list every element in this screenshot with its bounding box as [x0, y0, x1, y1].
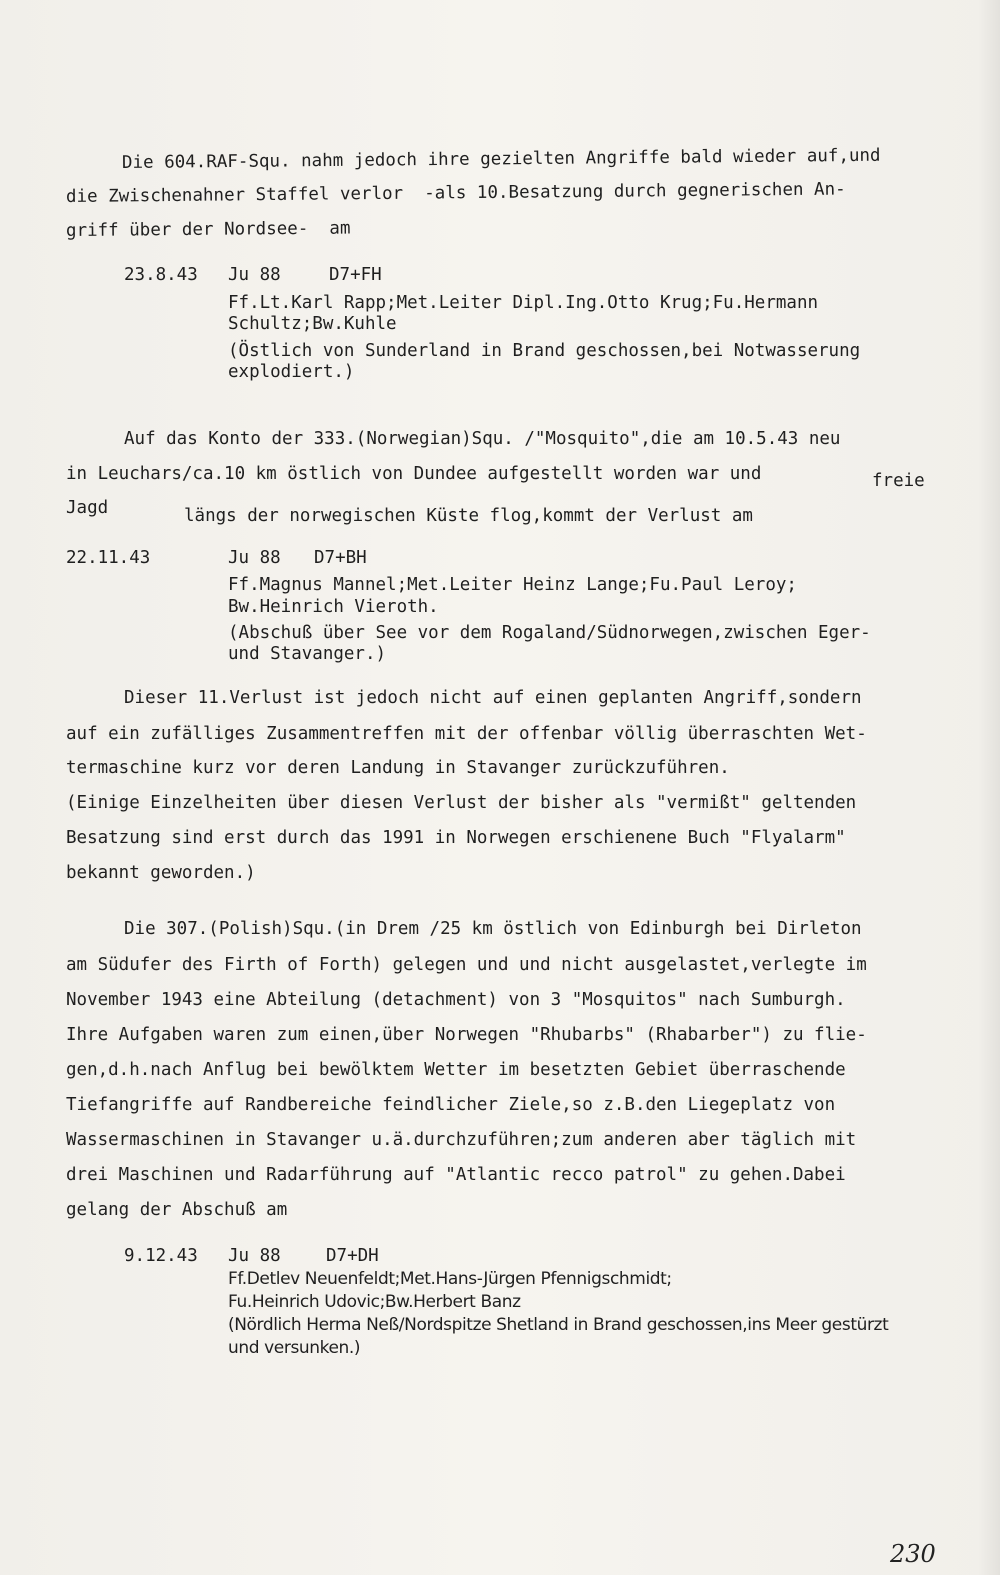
para4-line-5: gen,d.h.nach Anflug bei bewölktem Wetter im besetzten Gebiet überraschende: [66, 1060, 846, 1080]
para4-line-8: drei Maschinen und Radarführung auf "Atlantic recco patrol" zu gehen.Dabei: [66, 1165, 846, 1185]
para4-line-4: Ihre Aufgaben waren zum einen,über Norwegen "Rhubarbs" (Rhabarber") zu flie-: [66, 1025, 867, 1045]
para1-line-1: Die 604.RAF-Squ. nahm jedoch ihre gezielten Angriffe bald wieder auf,und: [121, 145, 881, 173]
entry3-aircraft: Ju 88: [228, 1246, 281, 1266]
entry3-code: D7+DH: [326, 1246, 379, 1266]
para3-line-5: Besatzung sind erst durch das 1991 in Norwegen erschienene Buch "Flyalarm": [66, 828, 846, 848]
entry2-crew-line-2: Bw.Heinrich Vieroth.: [228, 597, 439, 617]
para1-line-2: die Zwischenahner Staffel verlor -als 10.Besatzung durch gegnerischen An-: [65, 179, 846, 207]
para4-line-6: Tiefangriffe auf Randbereiche feindlicher Ziele,so z.B.den Liegeplatz von: [66, 1095, 836, 1115]
para1-line-3: griff über der Nordsee- am: [65, 218, 351, 241]
para3-line-2: auf ein zufälliges Zusammentreffen mit der offenbar völlig überraschten Wet-: [66, 724, 867, 744]
para2-line-1: Auf das Konto der 333.(Norwegian)Squ. /"Mosquito",die am 10.5.43 neu: [124, 429, 841, 449]
entry3-note-line-1: (Nördlich Herma Neß/Nordspitze Shetland in Brand geschossen,ins Meer gestürzt: [228, 1315, 889, 1335]
entry3-crew-line-1: Ff.Detlev Neuenfeldt;Met.Hans-Jürgen Pfennigschmidt;: [228, 1269, 672, 1289]
para4-line-9: gelang der Abschuß am: [66, 1200, 288, 1220]
entry2-crew-line-1: Ff.Magnus Mannel;Met.Leiter Heinz Lange;Fu.Paul Leroy;: [228, 575, 797, 595]
entry1-crew-line-1: Ff.Lt.Karl Rapp;Met.Leiter Dipl.Ing.Otto Krug;Fu.Hermann: [228, 293, 819, 313]
entry1-aircraft: Ju 88: [228, 265, 281, 285]
entry1-date: 23.8.43: [124, 265, 198, 285]
page-edge-shadow: [978, 0, 1000, 1575]
entry2-note-line-2: und Stavanger.): [228, 644, 387, 664]
entry1-crew-line-2: Schultz;Bw.Kuhle: [228, 314, 397, 334]
para3-line-6: bekannt geworden.): [66, 863, 256, 883]
entry2-note-line-1: (Abschuß über See vor dem Rogaland/Südnorwegen,zwischen Eger-: [228, 623, 871, 643]
page-number: 230: [890, 1540, 936, 1568]
entry1-note-line-1: (Östlich von Sunderland in Brand geschossen,bei Notwasserung: [228, 341, 861, 361]
para2-line-2: in Leuchars/ca.10 km östlich von Dundee aufgestellt worden war und: [66, 464, 762, 484]
entry3-date: 9.12.43: [124, 1246, 198, 1266]
para4-line-3: November 1943 eine Abteilung (detachment) von 3 "Mosquitos" nach Sumburgh.: [66, 990, 846, 1010]
entry2-date: 22.11.43: [66, 548, 151, 568]
para3-line-3: termaschine kurz vor deren Landung in Stavanger zurückzuführen.: [66, 758, 730, 778]
para2-line-3: längs der norwegischen Küste flog,kommt der Verlust am: [184, 506, 753, 526]
para3-line-4: (Einige Einzelheiten über diesen Verlust der bisher als "vermißt" geltenden: [66, 793, 857, 813]
para4-line-1: Die 307.(Polish)Squ.(in Drem /25 km östlich von Edinburgh bei Dirleton: [124, 919, 862, 939]
entry1-code: D7+FH: [329, 265, 382, 285]
para2-line-2-end: freie: [872, 471, 925, 491]
para4-line-2: am Südufer des Firth of Forth) gelegen und und nicht ausgelastet,verlegte im: [66, 955, 867, 975]
entry1-note-line-2: explodiert.): [228, 362, 355, 382]
para3-line-1: Dieser 11.Verlust ist jedoch nicht auf einen geplanten Angriff,sondern: [124, 688, 862, 708]
entry3-note-line-2: und versunken.): [228, 1338, 361, 1358]
entry2-aircraft: Ju 88: [228, 548, 281, 568]
entry2-code: D7+BH: [314, 548, 367, 568]
para4-line-7: Wassermaschinen in Stavanger u.ä.durchzuführen;zum anderen aber täglich mit: [66, 1130, 857, 1150]
entry3-crew-line-2: Fu.Heinrich Udovic;Bw.Herbert Banz: [228, 1292, 521, 1312]
para2-line-3-start: Jagd: [66, 498, 109, 518]
